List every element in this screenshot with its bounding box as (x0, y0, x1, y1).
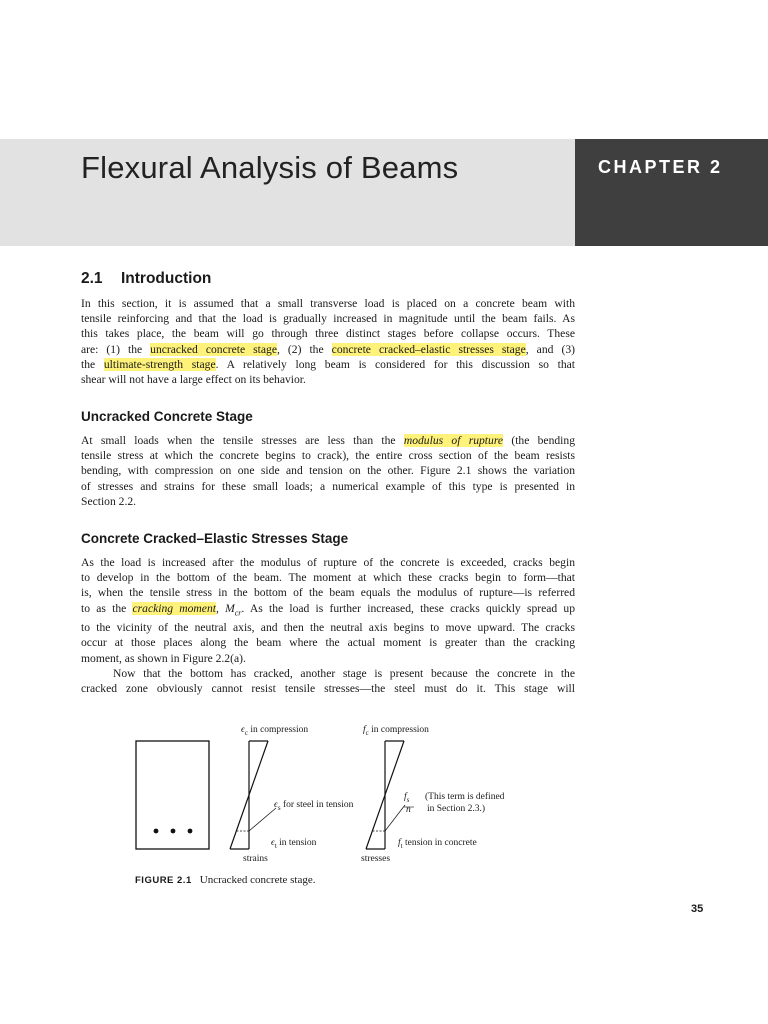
text-line: tensile stress at which the concrete begins to crack), the entire cross section of the beam resists (81, 449, 575, 463)
text-line (81, 342, 575, 357)
text-line: In this section, it is assumed that a small transverse load is placed on a concrete beam with (81, 297, 575, 310)
label-strains: strains (243, 854, 268, 864)
text-run: , (2) the (276, 342, 332, 356)
moment-subscript: cr (234, 607, 242, 617)
label-note-line2: in Section 2.3.) (427, 804, 486, 814)
highlight-ultimate-strength-stage: ultimate-strength stage (103, 357, 216, 371)
text-line: of stresses and strains for these small loads; a numerical example of this type is presented in (81, 479, 575, 493)
text-line: As the load is increased after the modulus of rupture of the concrete is exceeded, cracks begin (81, 556, 575, 569)
label-stress-compression: $f_c$ in compression (363, 725, 429, 737)
subheading-cracked-elastic: Concrete Cracked–Elastic Stresses Stage (81, 531, 349, 546)
label-stresses: stresses (361, 854, 391, 864)
rebar-dot (188, 829, 193, 834)
rebar-dot (154, 829, 159, 834)
chapter-box (575, 139, 768, 246)
text-line (81, 357, 575, 372)
label-strain-compression: $\epsilon_c$ in compression (241, 725, 309, 737)
text-line: occur at those places along the beam where the actual moment is greater than the cracking (81, 636, 575, 650)
label-strain-tension: $\epsilon_t$ in tension (271, 838, 317, 850)
label-fs-numerator: $f_s$ (404, 792, 410, 804)
text-line: moment, as shown in Figure 2.2(a). (81, 651, 246, 665)
text-line (81, 433, 575, 448)
text-line (81, 601, 575, 621)
steel-strain-leader (249, 808, 276, 831)
text-run: At small loads when the tensile stresses are less than the (81, 434, 404, 447)
uncracked-paragraph (81, 433, 575, 509)
text-run: are: (1) the (81, 342, 151, 356)
text-line: cracked zone obviously cannot resist tensile stresses—the steel must do it. This stage will (81, 681, 575, 695)
figure-2-1 (128, 716, 548, 896)
label-fs-denominator: n (406, 805, 411, 815)
label-note-line1: (This term is defined (425, 792, 505, 802)
cracked-paragraph (81, 555, 575, 696)
section-number: 2.1 (81, 270, 103, 287)
highlight-modulus-of-rupture: modulus of rupture (403, 434, 504, 447)
subheading-uncracked: Uncracked Concrete Stage (81, 409, 253, 424)
text-line: bending, with compression on one side and tension on the other. Figure 2.1 shows the variation (81, 464, 575, 478)
text-line: to the vicinity of the neutral axis, and then the neutral axis begins to move upward. The cracks (81, 621, 575, 635)
text-run: the (81, 357, 104, 371)
moment-symbol: M (225, 601, 235, 615)
chapter-title: Flexural Analysis of Beams (81, 150, 459, 185)
text-run: . A relatively long beam is considered for this discussion so that (215, 357, 575, 371)
highlight-uncracked-stage: uncracked concrete stage (150, 342, 277, 356)
text-run: , (215, 601, 226, 615)
highlight-cracked-elastic-stage: concrete cracked–elastic stresses stage (331, 342, 526, 356)
figure-caption (135, 874, 316, 886)
page-number: 35 (691, 903, 704, 915)
label-stress-tension: $f_t$ tension in concrete (398, 838, 477, 850)
rebar-dot (171, 829, 176, 834)
label-steel-strain: $\epsilon_s$ for steel in tension (274, 800, 354, 812)
text-line: shear will not have a large effect on its behavior. (81, 373, 306, 387)
intro-paragraph (81, 296, 575, 387)
text-line: tensile reinforcing and that the load is gradually increased in magnitude until the beam fails. As (81, 312, 575, 326)
text-line: Now that the bottom has cracked, another stage is present because the concrete in the (113, 666, 575, 680)
highlight-cracking-moment: cracking moment (132, 601, 216, 615)
figure-caption-label: FIGURE 2.1 (135, 875, 192, 886)
text-line: to develop in the bottom of the beam. The moment at which these cracks begin to form—that (81, 571, 575, 585)
section-title: Introduction (121, 270, 212, 287)
text-run: (the bending (503, 434, 575, 447)
text-run: , and (3) (525, 342, 575, 356)
text-line: this takes place, the beam will go through three distinct stages before collapse occurs. These (81, 327, 575, 341)
text-line: Section 2.2. (81, 494, 137, 508)
chapter-label: CHAPTER 2 (598, 157, 723, 177)
figure-caption-text: Uncracked concrete stage. (199, 874, 316, 886)
text-line: is, when the tensile stress in the bottom of the beam equals the modulus of rupture—is referred (81, 586, 575, 600)
steel-stress-leader (385, 805, 405, 831)
text-run: to as the (81, 601, 133, 615)
text-run: . As the load is further increased, these cracks quickly spread up (241, 601, 576, 615)
section-heading (81, 270, 211, 288)
